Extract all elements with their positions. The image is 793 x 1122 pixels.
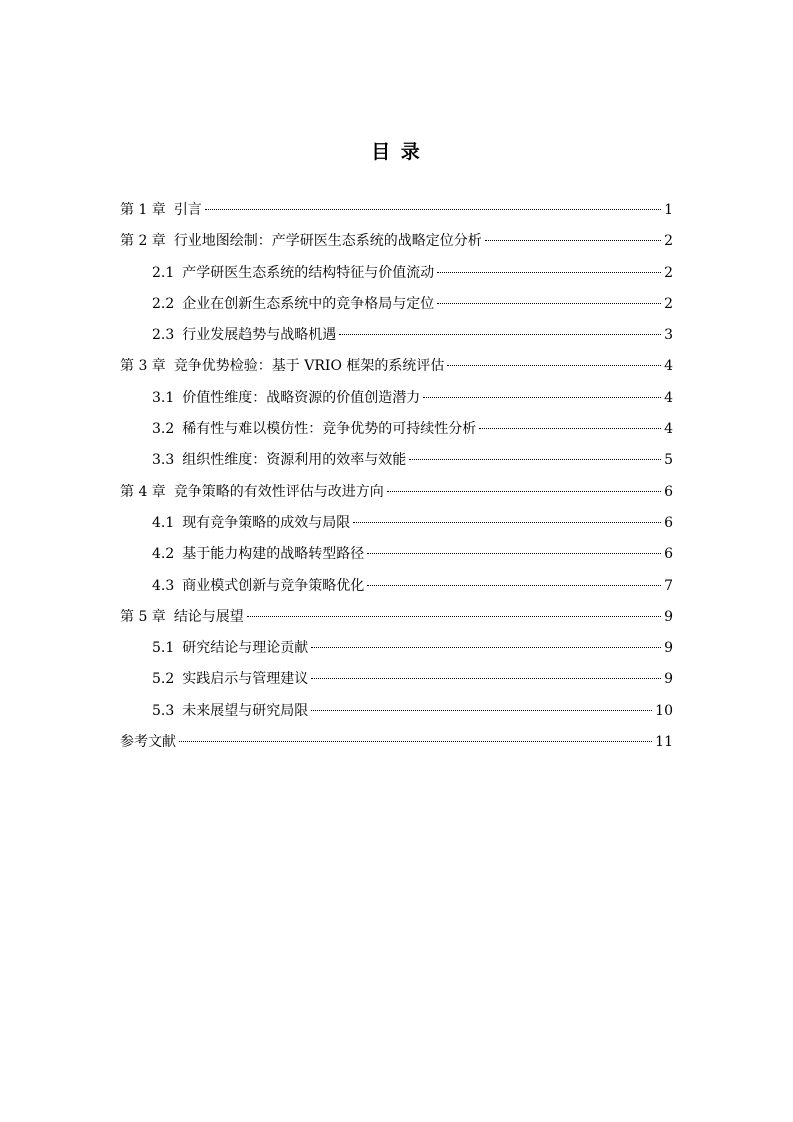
toc-entry-title: 竞争优势检验：基于 VRIO 框架的系统评估	[173, 358, 445, 375]
toc-title: 目 录	[371, 141, 422, 163]
toc-entry-section-2-3[interactable]	[120, 321, 673, 352]
toc-entry-number: 第 3 章	[120, 358, 166, 375]
toc-dot-leader	[339, 334, 661, 335]
toc-entry-chapter-2[interactable]	[120, 227, 673, 258]
toc-page-number: 6	[664, 546, 673, 563]
toc-entry-title: 结论与展望	[173, 608, 244, 625]
toc-dot-leader	[387, 491, 661, 492]
toc-entry-number: 第 5 章	[120, 608, 166, 625]
toc-entry-section-5-3[interactable]	[120, 697, 673, 728]
toc-page-number: 5	[664, 452, 673, 469]
toc-entry-section-3-1[interactable]	[120, 384, 673, 415]
toc-dot-leader	[247, 616, 661, 617]
toc-entry-number: 4.2	[152, 546, 175, 563]
toc-dot-leader	[479, 428, 661, 429]
toc-entry-section-4-3[interactable]	[120, 572, 673, 603]
toc-entry-title: 未来展望与研究局限	[182, 702, 309, 719]
toc-entry-title: 实践启示与管理建议	[182, 671, 309, 688]
toc-entry-title: 产学研医生态系统的结构特征与价值流动	[182, 264, 435, 281]
toc-dot-leader	[311, 710, 652, 711]
toc-page-number: 11	[655, 734, 673, 751]
toc-dot-leader	[205, 209, 661, 210]
toc-page-number: 9	[664, 671, 673, 688]
toc-dot-leader	[437, 272, 661, 273]
toc-entry-number: 第 4 章	[120, 483, 166, 500]
toc-entry-title: 行业地图绘制：产学研医生态系统的战略定位分析	[173, 233, 482, 250]
toc-entry-section-2-2[interactable]	[120, 290, 673, 321]
toc-entry-section-4-1[interactable]	[120, 509, 673, 540]
toc-page-number: 4	[664, 389, 673, 406]
toc-entry-number: 5.3	[152, 702, 175, 719]
toc-page-number: 6	[664, 514, 673, 531]
toc-entry-title: 商业模式创新与竞争策略优化	[182, 577, 365, 594]
toc-dot-leader	[367, 585, 661, 586]
toc-entry-number: 2.2	[152, 295, 175, 312]
toc-dot-leader	[423, 397, 661, 398]
toc-entry-number: 2.3	[152, 327, 175, 344]
toc-entry-chapter-4[interactable]	[120, 478, 673, 509]
toc-entry-number: 3.1	[152, 389, 175, 406]
toc-dot-leader	[353, 522, 661, 523]
toc-entry-section-3-2[interactable]	[120, 415, 673, 446]
toc-entry-section-4-2[interactable]	[120, 540, 673, 571]
toc-page-number: 7	[664, 577, 673, 594]
toc-entry-number: 第 2 章	[120, 233, 166, 250]
toc-entry-chapter-5[interactable]	[120, 603, 673, 634]
toc-entry-number: 4.3	[152, 577, 175, 594]
toc-page-number: 2	[664, 233, 673, 250]
toc-entry-number: 第 1 章	[120, 202, 166, 218]
toc-entry-title: 企业在创新生态系统中的竞争格局与定位	[182, 295, 435, 312]
toc-entry-title: 现有竞争策略的成效与局限	[182, 514, 351, 531]
toc-entry-title: 基于能力构建的战略转型路径	[182, 546, 365, 563]
toc-page-number: 2	[664, 264, 673, 281]
toc-entry-title: 价值性维度：战略资源的价值创造潜力	[182, 389, 421, 406]
toc-dot-leader	[367, 553, 661, 554]
toc-page-number: 10	[655, 702, 673, 719]
toc-page-number: 3	[664, 327, 673, 344]
toc-entry-section-5-2[interactable]	[120, 665, 673, 696]
toc-list	[120, 196, 673, 759]
toc-entry-title: 研究结论与理论贡献	[182, 640, 309, 657]
toc-page-number: 4	[664, 358, 673, 375]
toc-entry-title: 行业发展趋势与战略机遇	[182, 327, 337, 344]
toc-entry-chapter-1[interactable]	[120, 196, 673, 227]
toc-entry-section-3-3[interactable]	[120, 446, 673, 477]
toc-dot-leader	[311, 647, 661, 648]
toc-entry-number: 4.1	[152, 514, 175, 531]
toc-dot-leader	[311, 678, 661, 679]
toc-entry-chapter-3[interactable]	[120, 352, 673, 383]
toc-entry-title: 稀有性与难以模仿性：竞争优势的可持续性分析	[182, 421, 477, 438]
toc-dot-leader	[409, 459, 661, 460]
toc-page-number: 9	[664, 640, 673, 657]
toc-entry-number: 5.2	[152, 671, 175, 688]
toc-entry-section-5-1[interactable]	[120, 634, 673, 665]
toc-entry-title: 参考文献	[120, 734, 176, 751]
toc-entry-title: 竞争策略的有效性评估与改进方向	[173, 483, 384, 500]
toc-dot-leader	[437, 303, 661, 304]
toc-page-number: 4	[664, 421, 673, 438]
toc-entry-title: 组织性维度：资源利用的效率与效能	[182, 452, 407, 469]
toc-entry-number: 3.2	[152, 421, 175, 438]
toc-page-number: 1	[664, 202, 673, 218]
toc-dot-leader	[179, 741, 652, 742]
toc-entry-number: 5.1	[152, 640, 175, 657]
toc-entry-section-2-1[interactable]	[120, 259, 673, 290]
toc-page-number: 2	[664, 295, 673, 312]
toc-dot-leader	[447, 365, 661, 366]
toc-entry-title: 引言	[173, 202, 202, 218]
toc-page-number: 9	[664, 608, 673, 625]
toc-page-number: 6	[664, 483, 673, 500]
toc-entry-number: 3.3	[152, 452, 175, 469]
toc-dot-leader	[485, 240, 661, 241]
toc-entry-number: 2.1	[152, 264, 175, 281]
toc-entry-references[interactable]	[120, 728, 673, 759]
